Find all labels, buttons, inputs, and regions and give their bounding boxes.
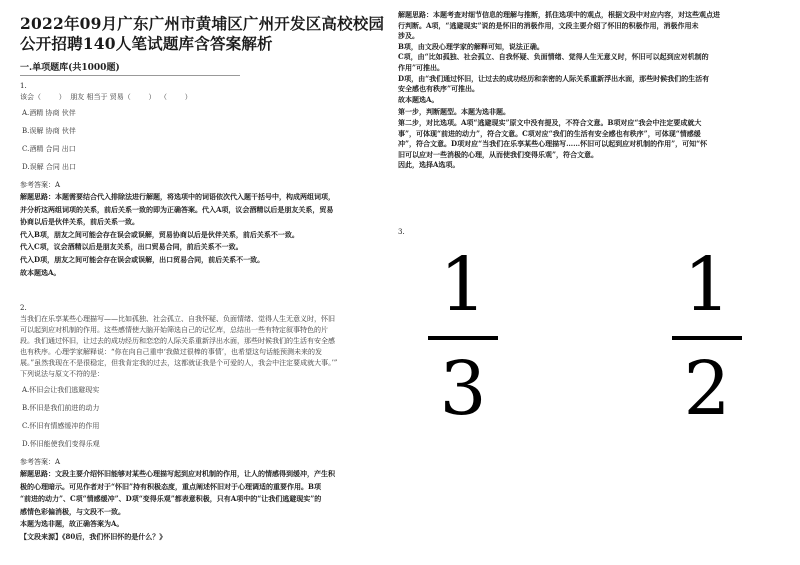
option-a: A.怀旧会让我们逃避现实 [22, 386, 100, 394]
section-heading: 一.单项题库(共1000题) [20, 60, 240, 76]
fraction-denominator: 2 [683, 346, 731, 432]
left-column [20, 10, 392, 280]
step-line: 冲”，符合文意。D项对应“当我们在乐享某些心理描写……怀旧可以起到应对机制的作用”，可知“怀 [398, 139, 708, 149]
source-line: 【文段来源】《80后，我们怀旧怀的是什么？》 [20, 531, 167, 541]
analysis-line: 作用”可推出。 [398, 62, 445, 72]
option-a: A.酒精 协商 伙伴 [22, 109, 76, 117]
analysis-line: 代入B项，朋友之间可能会存在误会或误解，贸易协商以后是伙伴关系，前后关系不一致。 [20, 229, 299, 239]
document-title [20, 14, 392, 54]
analysis-line: 本题为选非题，故正确答案为A。 [20, 519, 124, 529]
title-line-2: 公开招聘140人笔试题库含答案解析 [20, 34, 273, 53]
steps-block [398, 107, 790, 171]
analysis-line: 涉及。 [398, 31, 419, 41]
question-1 [20, 82, 392, 278]
title-line-1: 2022年09月广东广州市黄埔区广州开发区高校校园 [20, 14, 385, 33]
step-line: 事”，可体现“前进的动力”，符合文意。C项对应“我们的生活有安全感也有秩序”，可体现“情感缓 [398, 128, 701, 138]
option-b: B.误解 协商 伙伴 [22, 127, 76, 135]
analysis-line: 感情色彩偏消极，与文段不一致。 [20, 506, 125, 516]
question-stem: 该会（ ） 朋友 相当于 贸易（ ） （ ） [20, 93, 192, 101]
question-3 [398, 228, 790, 558]
analysis-block [398, 10, 790, 105]
analysis-line: 并分析这两组词项的关系，前后关系一致的即为正确答案。代入A项，议会酒精以后是朋友关系，贸易 [20, 204, 334, 214]
question-number: 3. [398, 228, 405, 236]
option-c: C.怀旧有情感缓冲的作用 [22, 422, 100, 430]
question-stem: 当我们在乐享某些心理描写——比如孤独、社会孤立、自我怀疑、负面情绪、觉得人生无意义时，怀旧 可以起到应对机制的作用。这些感情使大脑开始筛选自己的记忆库，总结出一些有特定叙事特色的片 段。我们通过怀旧，让过去的成功经历和恋恋的人际关系重新浮出水面，那些时候我们的生活有安全感 也有秩序。心理学家解释说：“你在向自己重申‘我做过很棒的事情’，也希望这句话能预测未来的发 展。”虽然我现在不是很稳定，但我肯定我的过去，这都就证我是个可爱的人，我会中注定要成就大事。’” 下列说法与原文不符的是： [20, 315, 338, 378]
analysis-line: “前进的动力”、C项“情感缓冲”、D项“变得乐观”都表意积极，只有A项中的“让我们逃避现实”的 [20, 494, 322, 504]
analysis-line: C项，由“比如孤独、社会孤立、自我怀疑、负面情绪、觉得人生无意义时，怀旧可以起到应对机制的 [398, 52, 709, 62]
analysis-line: 极的心理暗示。可见作者对于“怀旧”持有积极态度，重点阐述怀旧对于心理调适的重要作用。B项 [20, 481, 321, 491]
analysis-line: 代入C项，议会酒精以后是朋友关系，出口贸易合同，前后关系不一致。 [20, 242, 243, 252]
reference-answer: 参考答案：A [20, 458, 61, 466]
question-2 [20, 300, 392, 545]
right-column [398, 10, 790, 171]
reference-answer: 参考答案：A [20, 181, 61, 189]
fraction-one-third [428, 242, 498, 432]
step-line: 第一步，判断题型。本题为选非题。 [398, 107, 510, 117]
option-b: B.怀旧是我们前进的动力 [22, 404, 100, 412]
step-line: 因此，选择A选项。 [398, 160, 460, 170]
analysis-line: 行判断。A项，“逃避现实”说的是怀旧的消极作用，文段主要介绍了怀旧的积极作用，消极作用未 [398, 20, 699, 30]
option-d: D.误解 合同 出口 [22, 163, 77, 171]
step-line: 旧可以应对一些消极的心理，从而使我们变得乐观”，符合文意。 [398, 149, 599, 159]
step-line: 第二步，对比选项。A项“逃避现实”原文中没有提及，不符合文意。B项对应“我会中注定要成就大 [398, 117, 702, 127]
analysis-line: 故本题选A。 [20, 267, 61, 277]
analysis-line: D项，由“我们通过怀旧，让过去的成功经历和亲密的人际关系重新浮出水面，那些时候我们的生活有 [398, 73, 710, 83]
fraction-bar [672, 336, 742, 340]
analysis-line: 解题思路：本题考查对细节信息的理解与推断，抓住选项中的观点，根据文段中对应内容，对这些观点进 [398, 10, 720, 19]
question-number: 2. [20, 304, 27, 312]
analysis-line: B项，由文段心理学家的解释可知，说法正确。 [398, 41, 544, 51]
fraction-one-half [672, 242, 742, 432]
fraction-numerator: 1 [439, 242, 487, 328]
option-c: C.酒精 合同 出口 [22, 145, 76, 153]
question-number: 1. [20, 82, 27, 90]
analysis-line: 故本题选A。 [398, 94, 439, 104]
fraction-numerator: 1 [683, 242, 731, 328]
analysis-line: 解题思路：文段主要介绍怀旧能够对某些心理描写起到应对机制的作用，让人的情感得到缓冲，产生积 [20, 469, 335, 478]
fraction-bar [428, 336, 498, 340]
fraction-denominator: 3 [439, 346, 487, 432]
analysis-line: 代入D项，朋友之间可能会存在误会或误解，出口贸易合同，前后关系不一致。 [20, 254, 265, 264]
analysis-line: 协商以后是伙伴关系，前后关系一致。 [20, 217, 139, 227]
analysis-line: 安全感也有秩序”可推出。 [398, 84, 480, 94]
option-d: D.怀旧能使我们变得乐观 [22, 440, 100, 448]
analysis-line: 解题思路：本题需要结合代入排除法进行解题，将选项中的词语依次代入题干括号中，构成两组词项， [20, 192, 335, 201]
